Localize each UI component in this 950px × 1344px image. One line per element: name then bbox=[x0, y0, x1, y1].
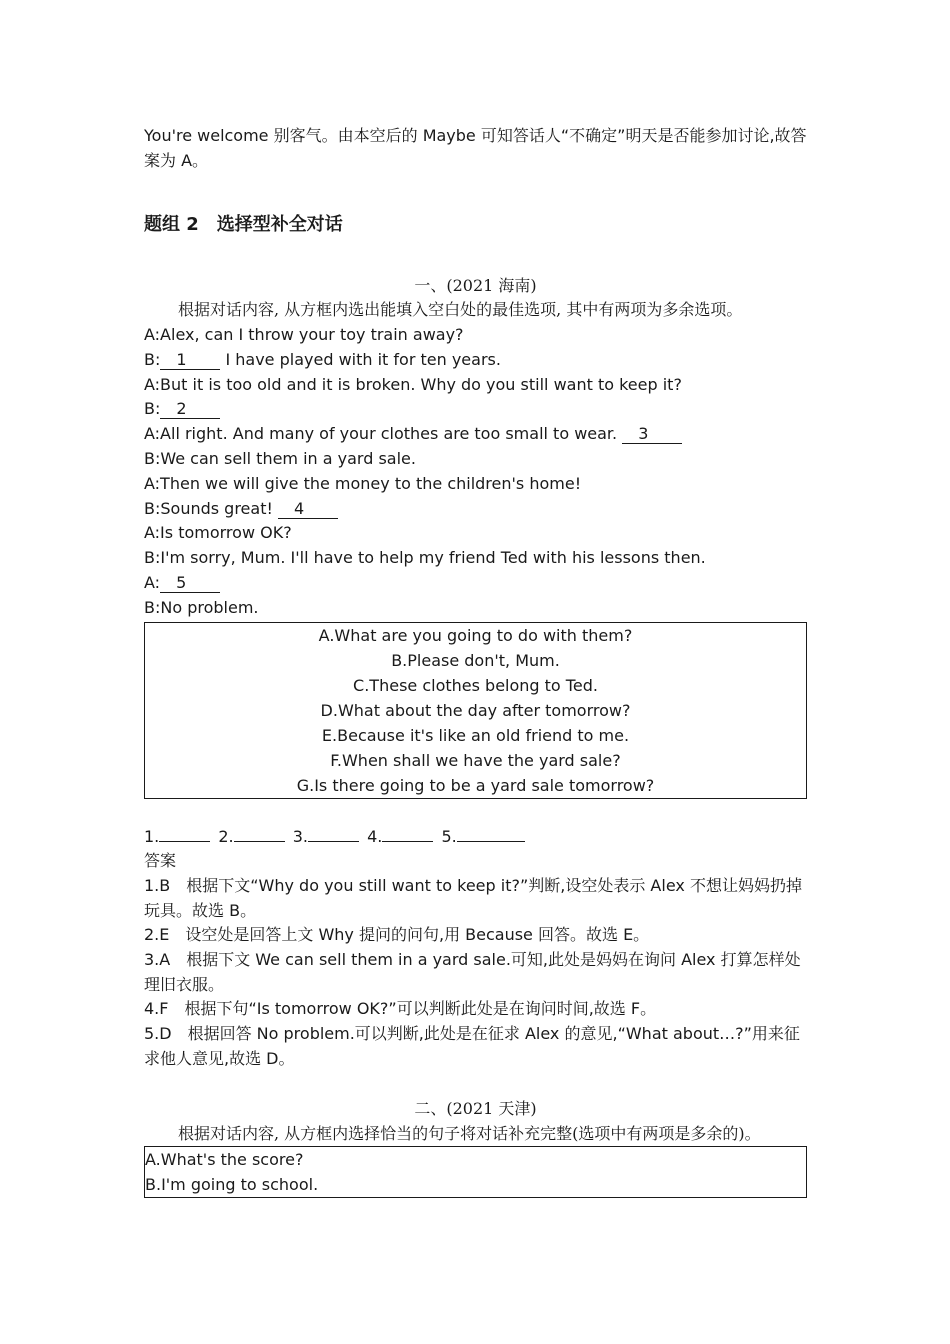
option-g: G.Is there going to be a yard sale tomorrow? bbox=[296, 776, 655, 795]
option-a: A.What are you going to do with them? bbox=[318, 626, 633, 645]
answer-3: 3.A 根据下文 We can sell them in a yard sale.可知,此处是妈妈在询问 Alex 打算怎样处理旧衣服。 bbox=[144, 950, 801, 994]
option-c: C.These clothes belong to Ted. bbox=[353, 676, 598, 695]
option-d: D.What about the day after tomorrow? bbox=[320, 701, 631, 720]
answer-blanks-row bbox=[144, 824, 528, 849]
dialogue-text: B:We can sell them in a yard sale. bbox=[144, 449, 416, 468]
dialogue-line bbox=[144, 421, 682, 446]
dialogue-blank[interactable]: 3 bbox=[622, 425, 682, 444]
answer-blank-label: 1. bbox=[144, 827, 160, 846]
option-e: E.Because it's like an old friend to me. bbox=[321, 726, 630, 745]
part1-instruction: 根据对话内容, 从方框内选出能填入空白处的最佳选项, 其中有两项为多余选项。 bbox=[178, 300, 743, 319]
option-f: F.When shall we have the yard sale? bbox=[330, 751, 621, 770]
dialogue-text: A:Alex, can I throw your toy train away? bbox=[144, 325, 464, 344]
dialogue-blank[interactable]: 4 bbox=[278, 500, 338, 519]
dialogue-line bbox=[144, 347, 501, 372]
dialogue-text: B:I'm sorry, Mum. I'll have to help my friend Ted with his lessons then. bbox=[144, 548, 706, 567]
dialogue-line bbox=[144, 396, 220, 421]
part1-options-box bbox=[144, 622, 807, 799]
intro-explanation: You're welcome 别客气。由本空后的 Maybe 可知答话人“不确定”明天是否能参加讨论,故答案为 A。 bbox=[144, 126, 807, 170]
dialogue-text: B: bbox=[144, 350, 161, 369]
dialogue-text: A:All right. And many of your clothes are too small to wear. bbox=[144, 424, 623, 443]
answer-label: 答案 bbox=[144, 851, 177, 870]
dialogue-line bbox=[144, 496, 338, 521]
answer-blank-label: 3. bbox=[292, 827, 308, 846]
dialogue-text: A: bbox=[144, 573, 161, 592]
dialogue-text: A:Is tomorrow OK? bbox=[144, 523, 292, 542]
dialogue-blank[interactable]: 1 bbox=[160, 351, 220, 370]
part1-title: 一、(2021 海南) bbox=[414, 276, 537, 295]
part2-title: 二、(2021 天津) bbox=[414, 1099, 537, 1118]
dialogue-line bbox=[144, 545, 706, 570]
answer-2: 2.E 设空处是回答上文 Why 提问的问句,用 Because 回答。故选 E。 bbox=[144, 925, 650, 944]
part2-option-b: B.I'm going to school. bbox=[145, 1175, 319, 1194]
option-b: B.Please don't, Mum. bbox=[391, 651, 560, 670]
dialogue-line bbox=[144, 446, 416, 471]
dialogue-text: A:But it is too old and it is broken. Why do you still want to keep it? bbox=[144, 375, 682, 394]
section-title: 题组 2 选择型补全对话 bbox=[144, 214, 343, 235]
part2-options-box bbox=[144, 1146, 807, 1198]
dialogue-line bbox=[144, 570, 220, 595]
dialogue-text: I have played with it for ten years. bbox=[220, 350, 501, 369]
dialogue-blank[interactable]: 5 bbox=[160, 574, 220, 593]
dialogue-line bbox=[144, 595, 259, 620]
dialogue-line bbox=[144, 520, 292, 545]
answer-blank-label: 2. bbox=[218, 827, 234, 846]
dialogue-text: A:Then we will give the money to the children's home! bbox=[144, 474, 582, 493]
dialogue-text: B:No problem. bbox=[144, 598, 259, 617]
answer-1: 1.B 根据下文“Why do you still want to keep it?”判断,设空处表示 Alex 不想让妈妈扔掉玩具。故选 B。 bbox=[144, 876, 802, 920]
dialogue-text: B:Sounds great! bbox=[144, 499, 278, 518]
dialogue-line bbox=[144, 471, 581, 496]
dialogue-line bbox=[144, 372, 682, 397]
dialogue-blank[interactable]: 2 bbox=[160, 400, 220, 419]
answer-blank-label: 5. bbox=[441, 827, 457, 846]
part2-option-a: A.What's the score? bbox=[145, 1150, 304, 1169]
answer-5: 5.D 根据回答 No problem.可以判断,此处是在征求 Alex 的意见,“What about…?”用来征求他人意见,故选 D。 bbox=[144, 1024, 800, 1068]
part2-instruction: 根据对话内容, 从方框内选择恰当的句子将对话补充完整(选项中有两项是多余的)。 bbox=[178, 1124, 761, 1143]
dialogue-text: B: bbox=[144, 399, 161, 418]
answer-blank-label: 4. bbox=[367, 827, 383, 846]
answer-4: 4.F 根据下句“Is tomorrow OK?”可以判断此处是在询问时间,故选 F。 bbox=[144, 999, 657, 1018]
dialogue-line bbox=[144, 322, 464, 347]
